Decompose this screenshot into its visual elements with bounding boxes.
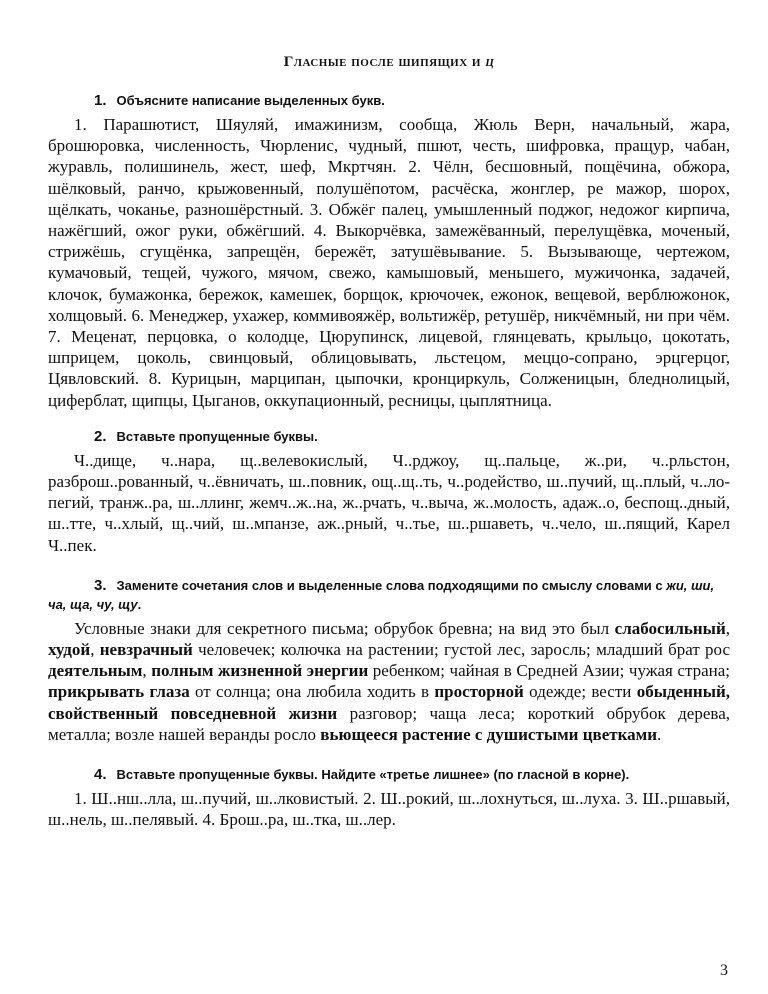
- page-number: 3: [720, 962, 728, 979]
- task-2-number: 2.: [94, 427, 107, 445]
- task-1-number: 1.: [94, 92, 107, 109]
- task-2-text: Ч..дище, ч..нара, щ..велевокислый, Ч..рджоу, щ..пальце, ж..ри, ч..рльстон, разброш..рованный, ч..ёвничать, ш..повник, ощ..щ..ть, ч..родейство, ш..пучий, щ..плый, ч..ло-пегий, транж..ра, ш..ллинг, жемч..ж..на, ж..рчать, ч..выча, ж..молость, адаж..о, беспощ..дный, ш..тте, ч..хлый, щ..чий, ш..мпанзе, аж..рный, ч..тье, ш..ршаветь, ч..чело, ш..пящий, Карел Ч..пек.: [48, 450, 730, 555]
- task-3-heading-text: Замените сочетания слов и выделенные слова подходящими по смыслу словами с: [116, 577, 667, 593]
- task-4-heading: [48, 765, 730, 784]
- task-2-heading-text: Вставьте пропущенные буквы.: [116, 428, 318, 444]
- title-text: Гласные после шипящих и: [283, 54, 486, 70]
- task-1-heading-text: Объясните написание выделенных букв.: [116, 93, 385, 108]
- task-3-text: Условные знаки для секретного письма; обрубок бревна; на вид это был слабосильный, худой, невзрачный человечек; колючка на растении; густой лес, заросль; младший брат рос деятельным, полным жизненной энергии ребенком; чайная в Средней Азии; чужая страна; прикрывать глаза от солнца; она любила ходить в просторной одежде; вести обыденный, свойственный повседневной жизни разговор; чаща леса; короткий обрубок дерева, металла; возле нашей веранды росло вьющееся растение с душистыми цветками.: [48, 618, 731, 744]
- page-title: [48, 54, 730, 71]
- task-1-text: 1. Парашютист, Шяуляй, имажинизм, сообща, Жюль Верн, начальный, жара, брошюровка, численность, Чюрленис, чудный, пшют, честь, шифровка, пращур, чабан, журавль, полишинель, жест, шеф, Мкртчян. 2. Чёлн, бесшовный, пощёчина, обжора, шёлковый, ранчо, крыжовенный, полушёпотом, расчёска, жонглер, ре мажор, шорох, щёлкать, чоканье, разношёрстный. 3. Обжёг палец, умышленный поджог, недожог кирпича, нажёгший, ожог руки, обжёгший. 4. Выкорчёвка, замежёванный, перелущёвка, моченый, стрижёшь, сгущёнка, запрещён, бережёт, затушёвывание. 5. Вызывающе, чертежом, кумачовый, тещей, чужого, мячом, свежо, камышовый, меньшего, мужичонка, задачей, клочок, бумажонка, бережок, камешек, борщок, крючочек, ежонок, вещевой, верблюжонок, холщовый. 6. Менеджер, ухажер, коммивояжёр, вольтижёр, ретушёр, никчёмный, ни при чём. 7. Меценат, перцовка, о колодце, Цюрупинск, лицевой, глянцевать, крыльцо, цокотать, шприцем, цоколь, свинцовый, облицовывать, льстецом, меццо-сопрано, эрцгерцог, Цявловский. 8. Курицын, марципан, цыпочки, кронциркуль, Солженицын, бледнолицый, циферблат, щипцы, Цыганов, оккупационный, ресницы, цыплятница.: [48, 115, 730, 410]
- task-3-number: 3.: [94, 576, 107, 594]
- title-letter: ц: [485, 54, 495, 70]
- task-4-heading-text: Вставьте пропущенные буквы. Найдите «третье лишнее» (по гласной в корне).: [116, 767, 630, 783]
- page: [48, 40, 730, 830]
- task-4-text: 1. Ш..нш..лла, ш..пучий, ш..лковистый. 2. Ш..рокий, ш..лохнуться, ш..луха. 3. Ш..ршавый, ш..нель, ш..пелявый. 4. Брош..ра, ш..тка, ш..лер.: [48, 789, 730, 830]
- task-1-heading: [48, 91, 730, 110]
- task-3-heading: 3. Замените сочетания слов и выделенные слова подходящими по смыслу словами с жи, ши, ча, ща, чу, щу.: [48, 576, 715, 612]
- task-3-heading-letters: жи, ши, ча, ща, чу, щу: [48, 577, 715, 612]
- task-4-number: 4.: [94, 766, 107, 784]
- task-2-heading: [48, 427, 730, 446]
